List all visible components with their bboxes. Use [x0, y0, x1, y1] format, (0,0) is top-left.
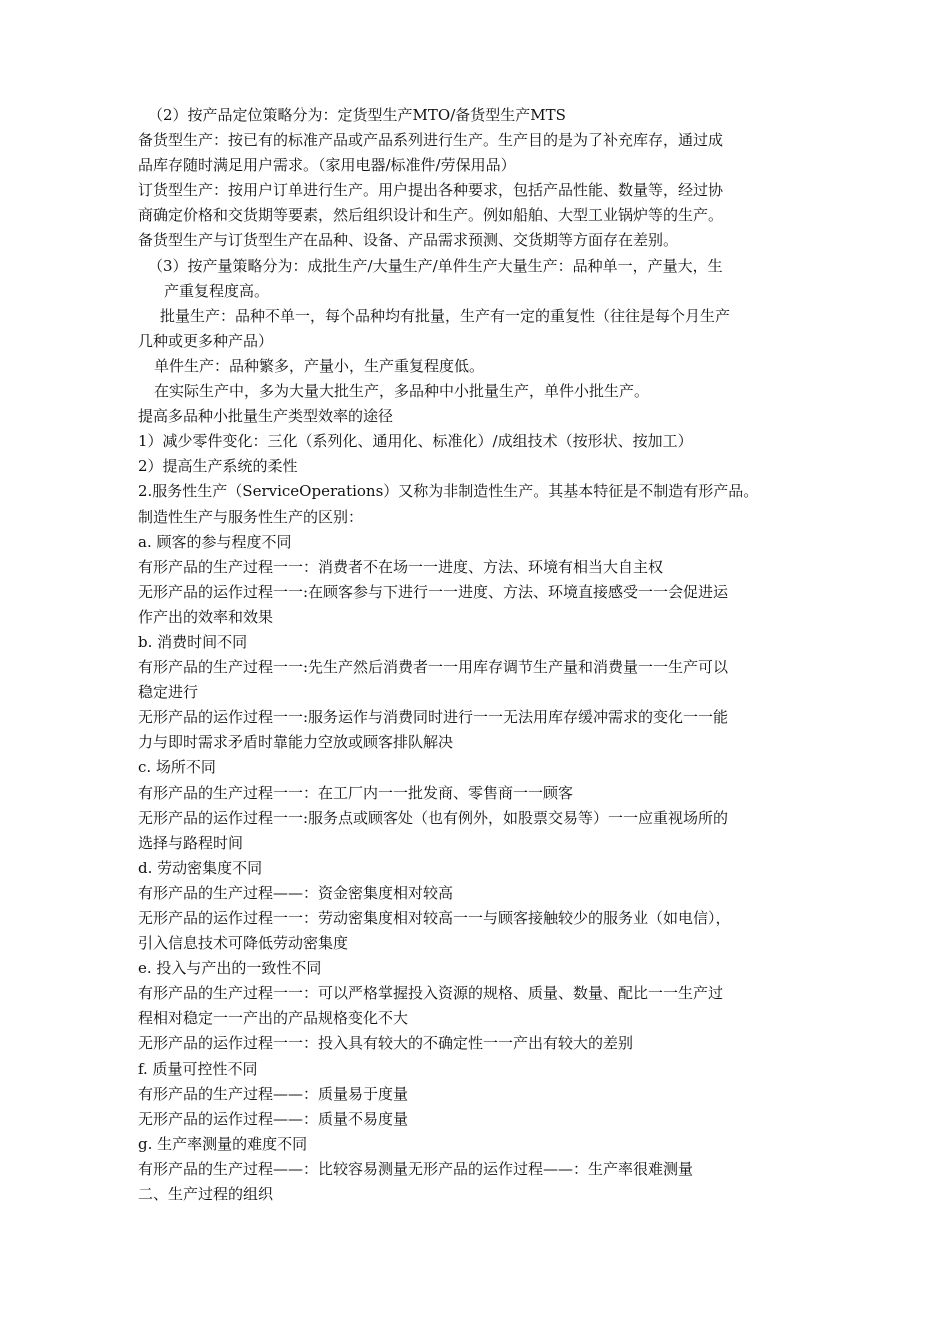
line-section-c: c. 场所不同 — [138, 758, 216, 777]
line-volume-strategy: （3）按产量策略分为：成批生产/大量生产/单件生产大量生产：品种单一，产量大，生 — [148, 256, 723, 275]
line-single-production: 单件生产：品种繁多，产量小，生产重复程度低。 — [154, 356, 485, 375]
line-section-d: d. 劳动密集度不同 — [138, 858, 263, 877]
line-section-a: a. 顾客的参与程度不同 — [138, 532, 292, 551]
line-efficiency-heading: 提高多品种小批量生产类型效率的途径 — [138, 407, 394, 426]
line-c-intangible: 无形产品的运作过程一一:服务点或顾客处（也有例外，如股票交易等）一一应重视场所的 — [138, 808, 729, 827]
line-production-positioning: （2）按产品定位策略分为：定货型生产MTO/备货型生产MTS — [148, 106, 566, 124]
line-section-f: f. 质量可控性不同 — [138, 1059, 258, 1078]
line-mts-definition: 备货型生产：按已有的标准产品或产品系列进行生产。生产目的是为了补充库存，通过成 — [138, 131, 724, 150]
line-b-intangible-cont: 力与即时需求矛盾时靠能力空放或顾客排队解决 — [138, 733, 454, 752]
line-volume-strategy-cont: 产重复程度高。 — [164, 281, 270, 300]
line-batch-production-cont: 几种或更多种产品） — [138, 331, 274, 350]
line-b-tangible: 有形产品的生产过程一一:先生产然后消费者一一用库存调节生产量和消费量一一生产可以 — [138, 658, 729, 677]
line-actual-production: 在实际生产中，多为大量大批生产，多品种中小批量生产，单件小批生产。 — [154, 382, 650, 401]
line-mto-definition: 订货型生产：按用户订单进行生产。用户提出各种要求，包括产品性能、数量等，经过协 — [138, 181, 724, 200]
line-c-intangible-cont: 选择与路程时间 — [138, 833, 244, 852]
line-c-tangible: 有形产品的生产过程一一：在工厂内一一批发商、零售商一一顾客 — [138, 783, 574, 802]
line-d-tangible: 有形产品的生产过程——：资金密集度相对较高 — [138, 883, 454, 902]
line-differences-heading: 制造性生产与服务性生产的区别： — [138, 507, 364, 526]
line-mts-mto-difference: 备货型生产与订货型生产在品种、设备、产品需求预测、交货期等方面存在差别。 — [138, 231, 679, 250]
line-service-operations: 2.服务性生产（ServiceOperations）又称为非制造性生产。其基本特征是不制造有形产品。 — [138, 482, 759, 501]
line-mto-definition-cont: 商确定价格和交货期等要素，然后组织设计和生产。例如船舶、大型工业锅炉等的生产。 — [138, 206, 724, 225]
line-d-intangible: 无形产品的运作过程一一：劳动密集度相对较高一一与顾客接触较少的服务业（如电信）， — [138, 909, 731, 927]
line-e-tangible: 有形产品的生产过程一一：可以严格掌握投入资源的规格、质量、数量、配比一一生产过 — [138, 984, 724, 1003]
line-d-intangible-cont: 引入信息技术可降低劳动密集度 — [138, 934, 349, 953]
line-f-tangible: 有形产品的生产过程——：质量易于度量 — [138, 1084, 409, 1103]
line-g-comparison: 有形产品的生产过程——：比较容易测量无形产品的运作过程——：生产率很难测量 — [138, 1159, 694, 1178]
line-b-tangible-cont: 稳定进行 — [138, 683, 199, 702]
line-a-intangible: 无形产品的运作过程一一:在顾客参与下进行一一进度、方法、环境直接感受一一会促进运 — [138, 582, 729, 601]
line-section-b: b. 消费时间不同 — [138, 632, 248, 651]
line-batch-production: 批量生产：品种不单一，每个品种均有批量，生产有一定的重复性（往往是每个月生产 — [160, 306, 731, 325]
line-section-g: g. 生产率测量的难度不同 — [138, 1134, 308, 1153]
line-e-intangible: 无形产品的运作过程一一：投入具有较大的不确定性一一产出有较大的差别 — [138, 1034, 634, 1053]
line-mts-definition-cont: 品库存随时满足用户需求。（家用电器/标准件/劳保用品） — [138, 156, 516, 175]
line-reduce-parts: 1）减少零件变化：三化（系列化、通用化、标准化）/成组技术（按形状、按加工） — [138, 432, 693, 451]
line-a-tangible: 有形产品的生产过程一一：消费者不在场一一进度、方法、环境有相当大自主权 — [138, 557, 664, 576]
line-b-intangible: 无形产品的运作过程一一:服务运作与消费同时进行一一无法用库存缓冲需求的变化一一能 — [138, 708, 729, 727]
line-section-e: e. 投入与产出的一致性不同 — [138, 959, 322, 978]
line-a-intangible-cont: 作产出的效率和效果 — [138, 607, 274, 626]
line-e-tangible-cont: 程相对稳定一一产出的产品规格变化不大 — [138, 1009, 409, 1028]
line-f-intangible: 无形产品的运作过程——：质量不易度量 — [138, 1109, 409, 1128]
document-page — [138, 103, 828, 1207]
line-section-two-heading: 二、生产过程的组织 — [138, 1185, 274, 1204]
line-flexibility: 2）提高生产系统的柔性 — [138, 457, 298, 476]
